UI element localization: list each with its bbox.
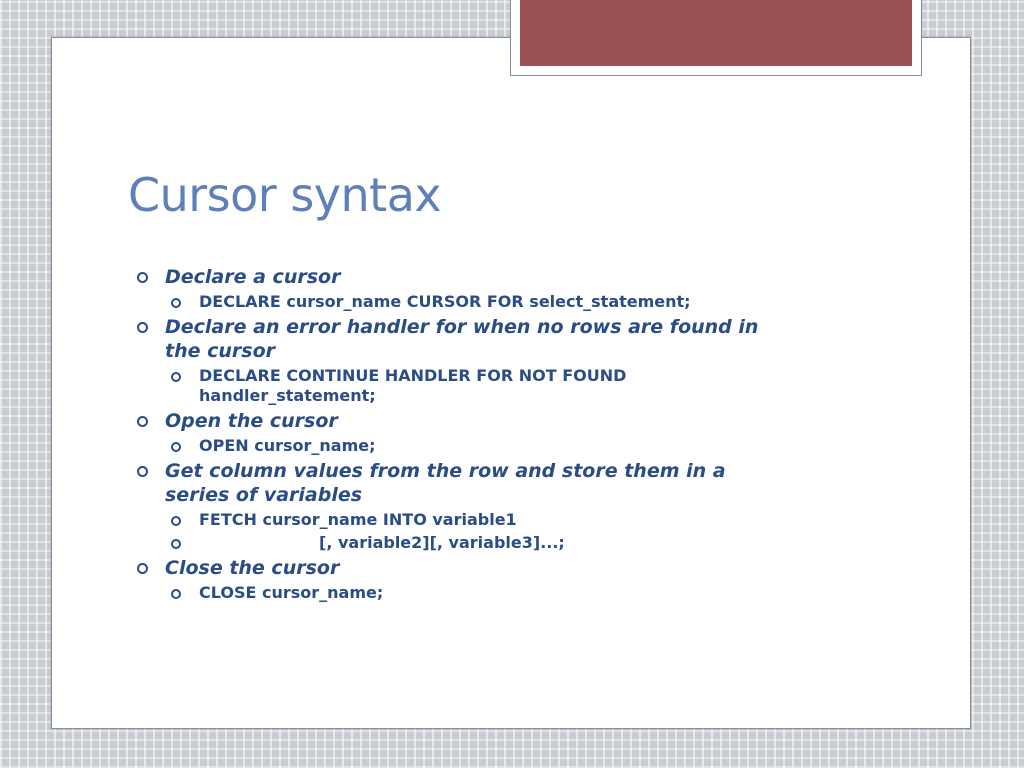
sub-bullet-declare-syntax — [136, 292, 816, 312]
sub-bullet-icon — [171, 516, 181, 526]
bullet-text: Get column values from the row and store them in a series of variables — [165, 460, 726, 506]
sub-bullet-text: FETCH cursor_name INTO variable1 — [199, 510, 517, 529]
bullet-declare-cursor — [136, 265, 816, 289]
sub-bullet-icon — [171, 298, 181, 308]
sub-bullet-open-syntax — [136, 436, 816, 456]
sub-bullet-icon — [171, 539, 181, 549]
bullet-icon — [137, 563, 148, 574]
bullet-open-cursor — [136, 409, 816, 433]
sub-bullet-text: OPEN cursor_name; — [199, 436, 376, 455]
bullet-text: Close the cursor — [165, 557, 340, 579]
bullet-list — [136, 262, 816, 605]
bullet-icon — [137, 416, 148, 427]
sub-bullet-icon — [171, 442, 181, 452]
sub-bullet-icon — [171, 589, 181, 599]
bullet-fetch-values — [136, 459, 816, 507]
sub-bullet-handler-syntax — [136, 366, 816, 406]
bullet-close-cursor — [136, 556, 816, 580]
bullet-text: Declare an error handler for when no rows are found in the cursor — [165, 316, 759, 362]
accent-bar — [520, 0, 912, 66]
bullet-icon — [137, 322, 148, 333]
sub-bullet-fetch-continuation — [136, 533, 816, 553]
sub-bullet-icon — [171, 372, 181, 382]
bullet-icon — [137, 272, 148, 283]
accent-frame — [510, 0, 922, 76]
bullet-error-handler — [136, 315, 816, 363]
bullet-text: Declare a cursor — [165, 266, 341, 288]
sub-bullet-close-syntax — [136, 583, 816, 603]
slide-title: Cursor syntax — [128, 168, 442, 222]
bullet-text: Open the cursor — [165, 410, 338, 432]
sub-bullet-text: [, variable2][, variable3]...; — [319, 533, 565, 552]
sub-bullet-text: DECLARE cursor_name CURSOR FOR select_statement; — [199, 292, 691, 311]
sub-bullet-text: CLOSE cursor_name; — [199, 583, 384, 602]
sub-bullet-text: DECLARE CONTINUE HANDLER FOR NOT FOUND handler_statement; — [199, 366, 627, 405]
sub-bullet-fetch-syntax — [136, 510, 816, 530]
bullet-icon — [137, 466, 148, 477]
